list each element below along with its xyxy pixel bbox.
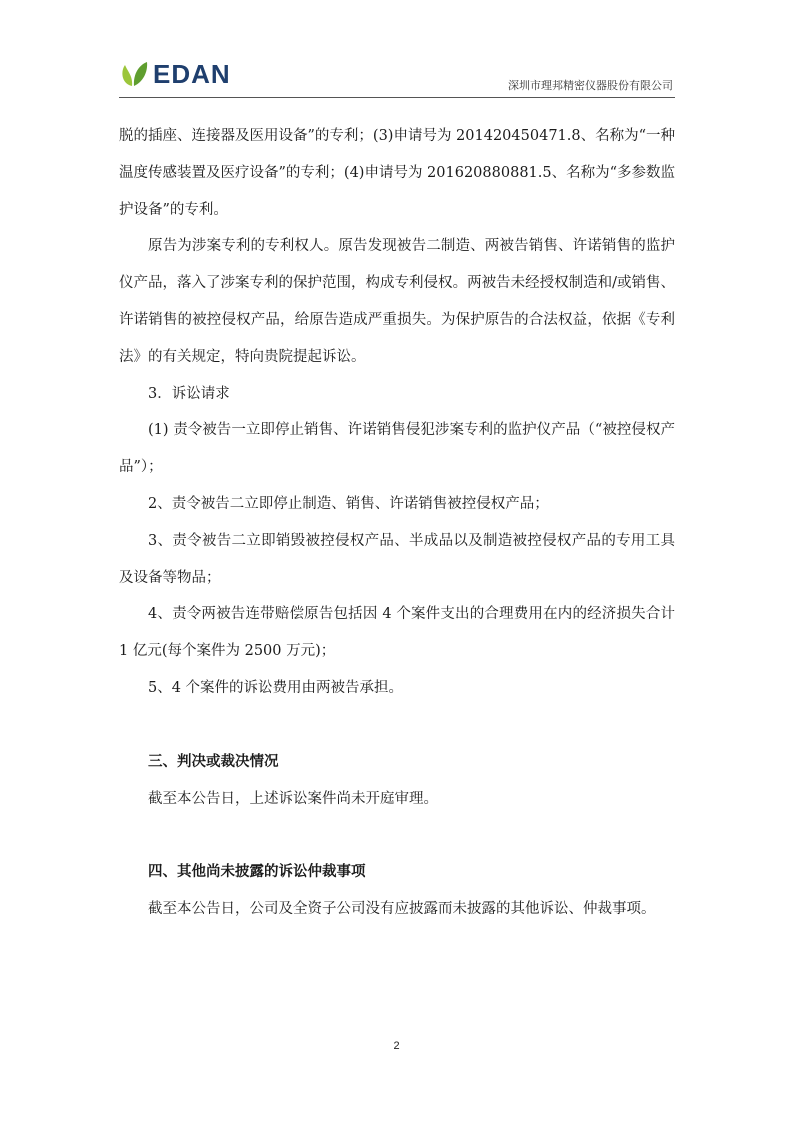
spacer bbox=[119, 707, 675, 744]
spacer bbox=[119, 817, 675, 854]
leaf-icon bbox=[119, 60, 149, 88]
section-heading: 三、判决或裁决情况 bbox=[148, 753, 279, 770]
list-item: 4、责令两被告连带赔偿原告包括因 4 个案件支出的合理费用在内的经济损失合计 1 亿元(每个案件为 2500 万元)； bbox=[119, 606, 675, 660]
document-body bbox=[119, 118, 675, 928]
paragraph: 脱的插座、连接器及医用设备”的专利；(3)申请号为 201420450471.8、名称为“一种温度传感装置及医疗设备”的专利；(4)申请号为 201620880881.5、名称为“多参数监护设备”的专利。 bbox=[119, 128, 676, 218]
paragraph: 原告为涉案专利的专利权人。原告发现被告二制造、两被告销售、许诺销售的监护仪产品，落入了涉案专利的保护范围，构成专利侵权。两被告未经授权制造和/或销售、许诺销售的被控侵权产品，给原告造成严重损失。为保护原告的合法权益，依据《专利法》的有关规定，特向贵院提起诉讼。 bbox=[119, 238, 675, 365]
paragraph: 截至本公告日，上述诉讼案件尚未开庭审理。 bbox=[148, 790, 438, 807]
logo-text: EDAN bbox=[153, 59, 231, 89]
list-item: 2、责令被告二立即停止制造、销售、许诺销售被控侵权产品； bbox=[148, 495, 549, 512]
page-number: 2 bbox=[393, 1040, 400, 1052]
company-name: 深圳市理邦精密仪器股份有限公司 bbox=[508, 79, 673, 92]
edan-logo bbox=[119, 59, 231, 89]
list-item: (1) 责令被告一立即停止销售、许诺销售侵犯涉案专利的监护仪产品（“被控侵权产品”）； bbox=[119, 422, 675, 476]
page-header bbox=[119, 55, 675, 98]
list-item: 5、4 个案件的诉讼费用由两被告承担。 bbox=[148, 679, 404, 696]
section-heading: 四、其他尚未披露的诉讼仲裁事项 bbox=[148, 864, 366, 881]
list-item: 3、责令被告二立即销毁被控侵权产品、半成品以及制造被控侵权产品的专用工具及设备等物品； bbox=[119, 532, 675, 586]
paragraph: 截至本公告日，公司及全资子公司没有应披露而未披露的其他诉讼、仲裁事项。 bbox=[148, 901, 656, 918]
section-subtitle: 3．诉讼请求 bbox=[148, 385, 230, 402]
